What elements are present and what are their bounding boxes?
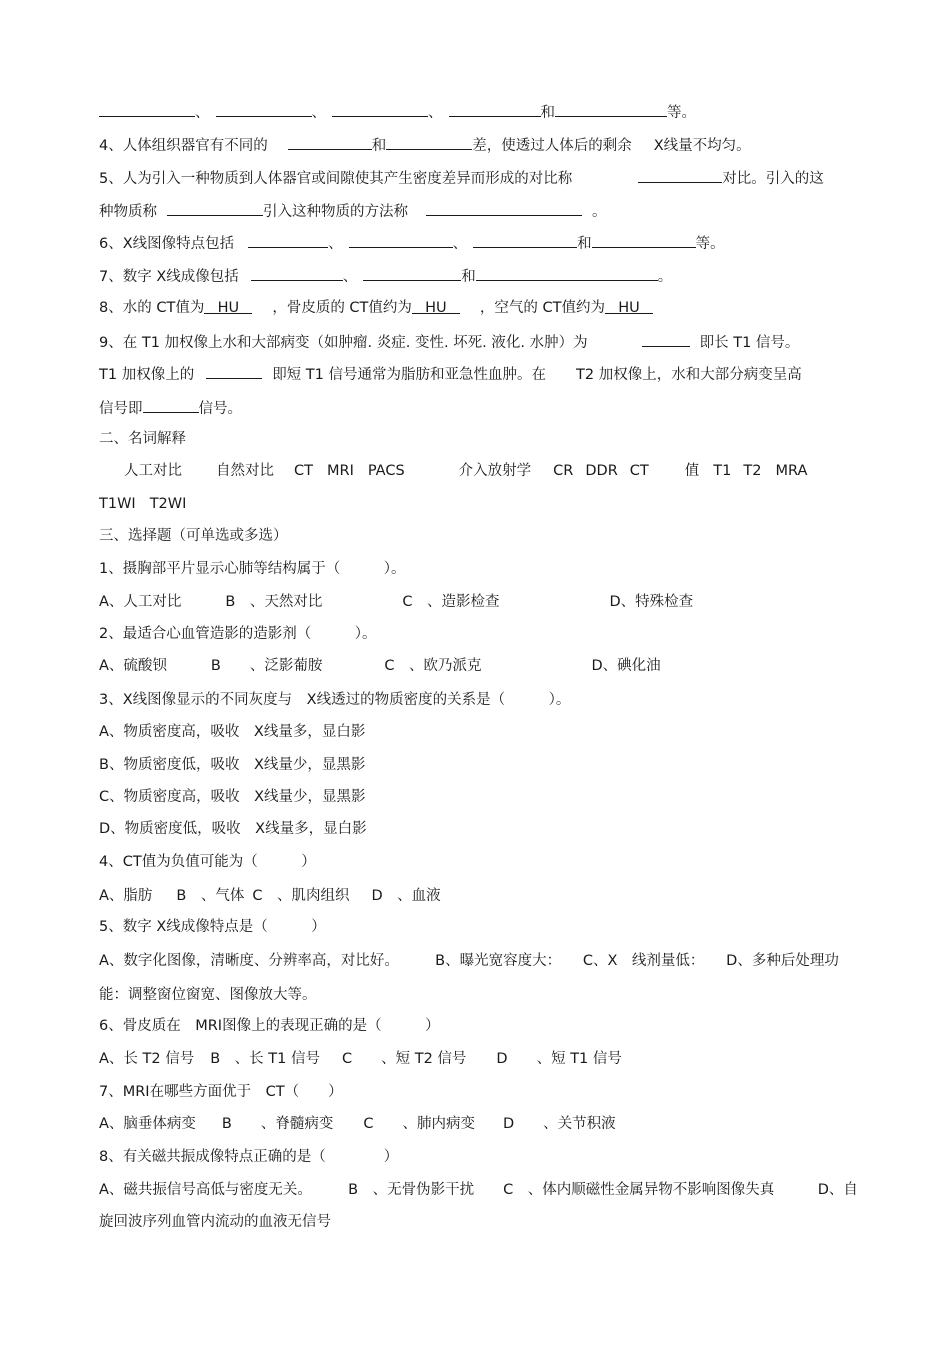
connector-text: 和: [371, 138, 387, 154]
fill-line-top: [99, 101, 696, 123]
connector-text: 和: [461, 269, 476, 285]
separator: 、: [452, 236, 468, 252]
mc-options: [99, 1049, 622, 1069]
term: 值: [684, 463, 700, 479]
question-text: 。: [592, 204, 607, 220]
mc-options: [99, 886, 441, 906]
question-text: 引入这种物质的方法称: [263, 204, 408, 220]
option-b[interactable]: [99, 755, 365, 775]
mc-options: [99, 951, 839, 971]
blank[interactable]: [206, 363, 262, 379]
term: 介入放射学: [458, 463, 532, 479]
question-text: 9、在 T1 加权像上水和大部病变（如肿瘤. 炎症. 变性. 坏死. 液化. 水肿）为: [99, 335, 588, 351]
blank[interactable]: [592, 232, 696, 248]
option-d[interactable]: D 、血液: [371, 888, 441, 904]
question-text: X线量不均匀。: [653, 138, 751, 154]
blank[interactable]: [216, 101, 312, 117]
mc-options: [99, 985, 317, 1005]
option-a[interactable]: A、脑垂体病变: [99, 1116, 196, 1132]
term: T1: [713, 463, 732, 479]
term-list-line1: [124, 461, 807, 481]
option-a[interactable]: [99, 722, 365, 742]
option-c[interactable]: C 、短 T2 信号: [341, 1051, 467, 1067]
option-b[interactable]: B 、脊髓病变: [221, 1116, 334, 1132]
question-text: T2 加权像上，水和大部分病变呈高: [576, 367, 802, 383]
option-b[interactable]: B 、天然对比: [225, 594, 323, 610]
question-text: 信号。: [198, 401, 242, 417]
question-text: 5、人为引入一种物质到人体器官或间隙使其产生密度差异而形成的对比称: [99, 171, 573, 187]
section-heading: [99, 526, 288, 546]
option-b[interactable]: B 、长 T1 信号: [210, 1051, 320, 1067]
term: PACS: [367, 463, 405, 479]
mc-question-stem: [99, 1082, 343, 1102]
separator: 、: [342, 269, 358, 285]
option-c[interactable]: C 、欧乃派克: [384, 658, 482, 674]
hu-answer[interactable]: [605, 298, 653, 314]
blank[interactable]: [288, 134, 372, 150]
question-text: 1、摄胸部平片显示心肺等结构属于（ ）。: [99, 561, 406, 577]
fill-question-9-line2: [99, 363, 802, 385]
question-text: 信号即: [99, 401, 143, 417]
blank[interactable]: [143, 397, 199, 413]
blank[interactable]: [473, 232, 577, 248]
option-c[interactable]: C 、肌肉组织: [252, 888, 350, 904]
blank[interactable]: [638, 167, 722, 183]
question-text: 4、人体组织器官有不同的: [99, 138, 268, 154]
term: CT: [294, 463, 313, 479]
question-text: 即长 T1 信号。: [699, 335, 800, 351]
blank[interactable]: [555, 101, 667, 117]
term: CR: [553, 463, 574, 479]
question-text: ，空气的 CT值约为: [479, 300, 606, 316]
blank[interactable]: [642, 331, 690, 347]
blank[interactable]: [476, 265, 658, 281]
fill-question-8: [99, 298, 653, 318]
hu-unit: HU: [618, 300, 640, 316]
blank[interactable]: [363, 265, 461, 281]
blank[interactable]: [449, 101, 541, 117]
blank[interactable]: [426, 200, 582, 216]
fill-question-5-line2: [99, 200, 607, 222]
separator: 、: [428, 105, 443, 121]
fill-question-7: [99, 265, 672, 287]
mc-question-stem: [99, 559, 405, 579]
blank[interactable]: [251, 265, 343, 281]
term: 自然对比: [216, 463, 274, 479]
question-text: 7、MRI在哪些方面优于 CT（ ）: [99, 1084, 343, 1100]
separator: 、: [311, 105, 326, 121]
option-b[interactable]: B 、泛影葡胺: [210, 658, 323, 674]
term: MRI: [326, 463, 354, 479]
option-text[interactable]: 能：调整窗位窗宽、图像放大等。: [99, 987, 317, 1003]
term: DDR: [585, 463, 618, 479]
term: MRA: [775, 463, 808, 479]
option-d[interactable]: D 、短 T1 信号: [496, 1051, 622, 1067]
mc-question-stem: [99, 1147, 398, 1167]
mc-options: [99, 656, 661, 676]
question-text: 3、X线图像显示的不同灰度与 X线透过的物质密度的关系是（ ）。: [99, 692, 571, 708]
option-c[interactable]: C 、肺内病变: [363, 1116, 475, 1132]
question-text: 种物质称: [99, 204, 157, 220]
option-d[interactable]: D 、关节积液: [503, 1116, 616, 1132]
mc-options: [99, 1212, 331, 1232]
fill-question-9-line1: [99, 331, 799, 353]
question-text: 2、最适合心血管造影的造影剂（ ）。: [99, 626, 377, 642]
question-text: 6、骨皮质在 MRI图像上的表现正确的是（ ）: [99, 1018, 440, 1034]
mc-question-stem: [99, 852, 316, 872]
question-text: 6、X线图像特点包括: [99, 236, 235, 252]
connector-text: 和: [540, 105, 555, 121]
option-d[interactable]: D、特殊检查: [609, 594, 694, 610]
option-a[interactable]: A、脂肪: [99, 888, 153, 904]
mc-options: [99, 592, 693, 612]
line-end-text: 等。: [667, 105, 696, 121]
option-text: D、物质密度低，吸收 X线量多，显白影: [99, 821, 367, 837]
option-text[interactable]: 旋回波序列血管内流动的血液无信号: [99, 1214, 331, 1230]
term: CT: [629, 463, 649, 479]
separator: 、: [328, 236, 343, 252]
option-d[interactable]: [99, 819, 367, 839]
mc-question-stem: [99, 624, 376, 644]
question-text: ，骨皮质的 CT值约为: [272, 300, 412, 316]
option-text[interactable]: A、磁共振信号高低与密度无关。 B 、无骨伪影干扰 C 、体内顺磁性金属异物不影响图像失真 D、自: [99, 1182, 858, 1198]
option-text[interactable]: A、数字化图像，清晰度、分辨率高，对比好。 B、曝光宽容度大： C、X 线剂量低： D、多种后处理功: [99, 953, 839, 969]
blank[interactable]: [332, 101, 428, 117]
option-text: C、物质密度高，吸收 X线量少，显黑影: [99, 789, 366, 805]
option-c[interactable]: C 、造影检查: [402, 594, 500, 610]
blank[interactable]: [167, 200, 263, 216]
option-a[interactable]: A、人工对比: [99, 594, 182, 610]
question-text: 4、CT值为负值可能为（ ）: [99, 854, 316, 870]
question-text: 8、有关磁共振成像特点正确的是（ ）: [99, 1149, 399, 1165]
hu-answer[interactable]: [204, 298, 252, 314]
mc-question-stem: [99, 690, 570, 710]
section-title: 二、名词解释: [99, 431, 186, 447]
question-text: T1 加权像上的: [99, 367, 195, 383]
option-a[interactable]: A、长 T2 信号: [99, 1051, 195, 1067]
fill-question-9-line3: [99, 397, 242, 419]
blank[interactable]: [386, 134, 472, 150]
blank[interactable]: [349, 232, 453, 248]
blank[interactable]: [248, 232, 328, 248]
section-title: 三、选择题（可单选或多选）: [99, 528, 288, 544]
connector-text: 和: [577, 236, 592, 252]
option-b[interactable]: B 、气体: [176, 888, 245, 904]
hu-answer[interactable]: [412, 298, 460, 314]
option-c[interactable]: [99, 787, 366, 807]
mc-question-stem: [99, 917, 326, 937]
question-text: 5、数字 X线成像特点是（ ）: [99, 919, 326, 935]
section-heading: [99, 429, 186, 449]
hu-unit: HU: [425, 300, 447, 316]
term: T2: [743, 463, 762, 479]
term-list-line2: [99, 494, 186, 514]
term: T1WI: [99, 496, 136, 512]
option-d[interactable]: D、碘化油: [591, 658, 661, 674]
blank[interactable]: [99, 101, 195, 117]
option-a[interactable]: A、硫酸钡: [99, 658, 167, 674]
question-text: 等。: [695, 236, 725, 252]
mc-question-stem: [99, 1016, 440, 1036]
fill-question-6: [99, 232, 725, 254]
hu-unit: HU: [217, 300, 240, 316]
separator: 、: [195, 105, 210, 121]
mc-options: [99, 1180, 858, 1200]
question-text: 对比。引入的这: [722, 171, 824, 187]
fill-question-5-line1: [99, 167, 824, 189]
term: T2WI: [149, 496, 187, 512]
fill-question-4: [99, 134, 751, 156]
question-text: 即短 T1 信号通常为脂肪和亚急性血肿。在: [272, 367, 547, 383]
question-text: 8、水的 CT值为: [99, 300, 205, 316]
option-text: B、物质密度低，吸收 X线量少，显黑影: [99, 757, 366, 773]
mc-options: [99, 1114, 616, 1134]
question-text: 7、数字 X线成像包括: [99, 269, 239, 285]
term: 人工对比: [124, 463, 182, 479]
question-text: 差，使透过人体后的剩余: [472, 138, 632, 154]
option-text: A、物质密度高，吸收 X线量多，显白影: [99, 724, 366, 740]
question-text: 。: [657, 269, 673, 285]
